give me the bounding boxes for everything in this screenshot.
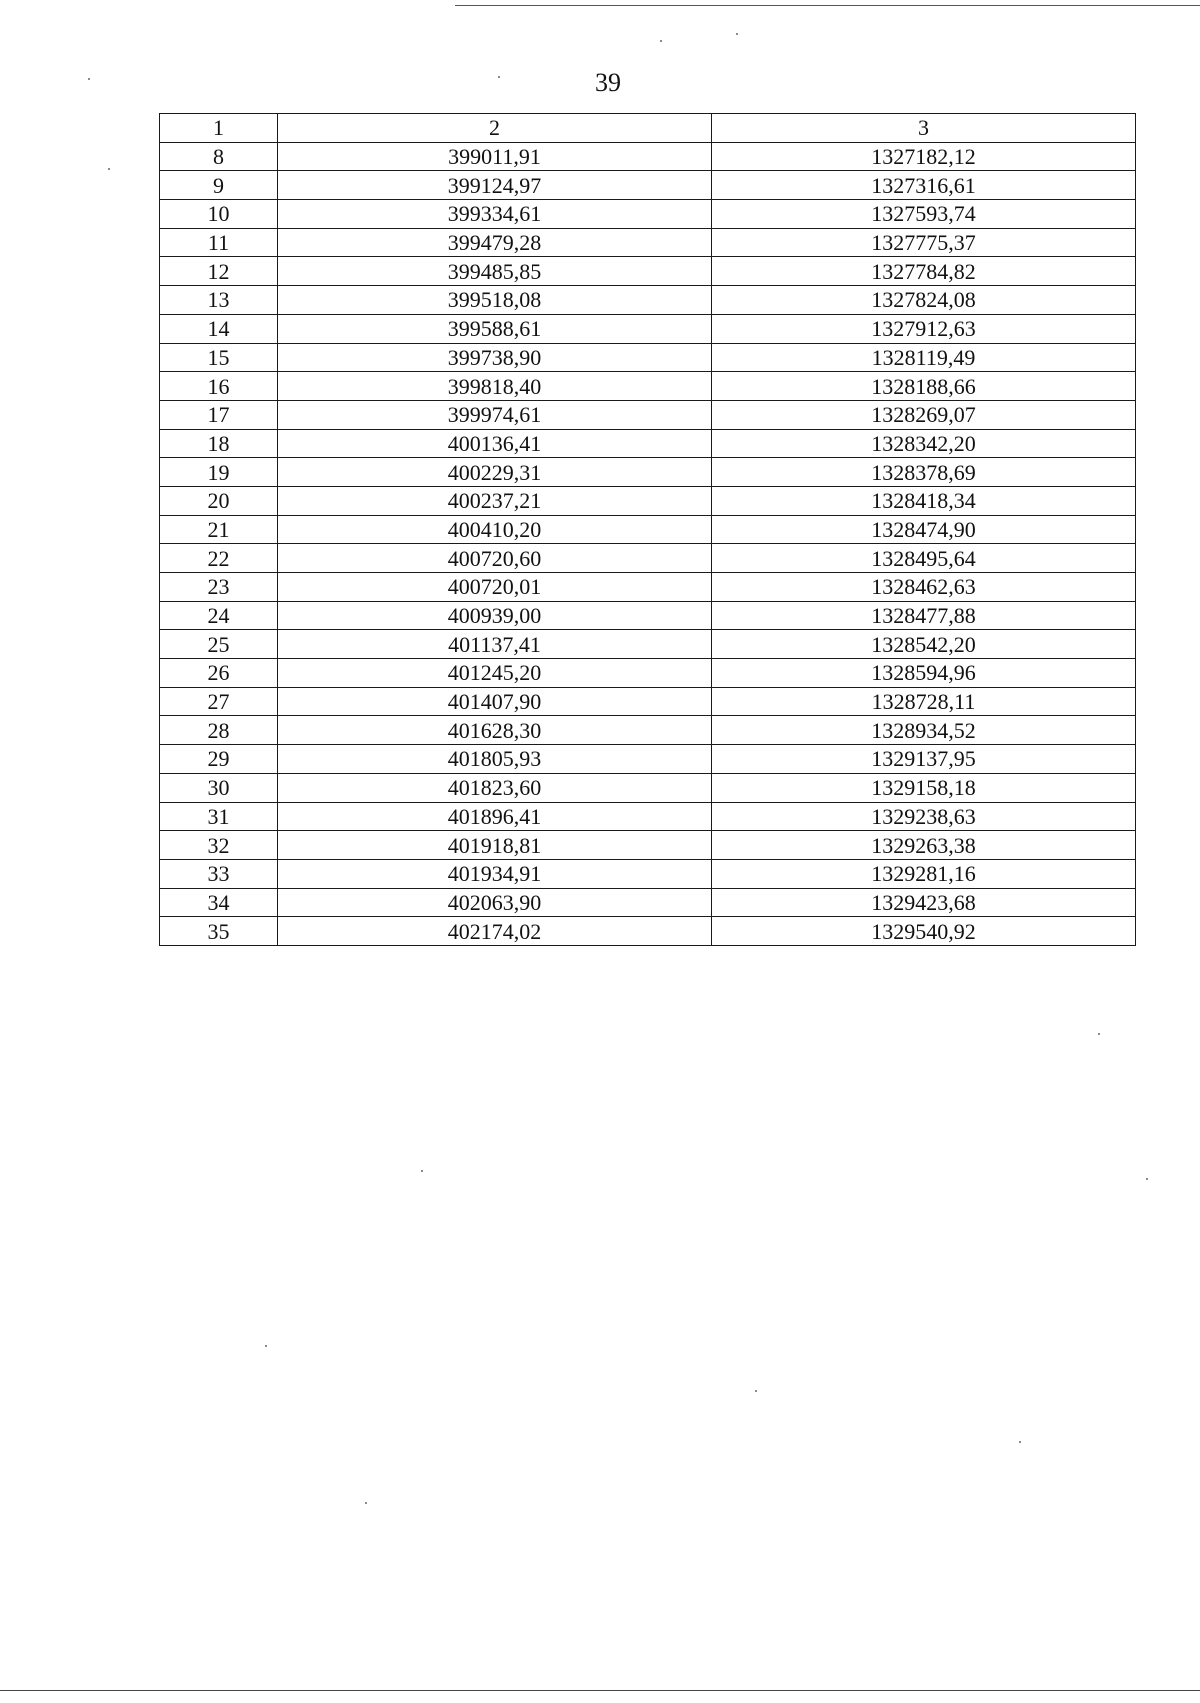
point-number-cell: 11: [160, 228, 278, 257]
x-coordinate-cell: 402174,02: [278, 917, 712, 946]
scan-speck: [1146, 1178, 1148, 1180]
scan-edge-line-bottom: [0, 1690, 1200, 1691]
point-number-cell: 35: [160, 917, 278, 946]
table-body: [160, 114, 1136, 946]
y-coordinate-cell: 1327316,61: [712, 171, 1136, 200]
table-row: [160, 630, 1136, 659]
point-number-cell: 10: [160, 200, 278, 229]
table-row: [160, 659, 1136, 688]
x-coordinate-cell: 399588,61: [278, 314, 712, 343]
table-row: [160, 400, 1136, 429]
point-number-cell: 23: [160, 573, 278, 602]
y-coordinate-cell: 1328594,96: [712, 659, 1136, 688]
y-coordinate-cell: 1327775,37: [712, 228, 1136, 257]
y-coordinate-cell: 1328474,90: [712, 515, 1136, 544]
table-row: [160, 171, 1136, 200]
table-row: [160, 142, 1136, 171]
y-coordinate-cell: 1329540,92: [712, 917, 1136, 946]
point-number-cell: 26: [160, 659, 278, 688]
x-coordinate-cell: 400136,41: [278, 429, 712, 458]
y-coordinate-cell: 1329238,63: [712, 802, 1136, 831]
point-number-cell: 32: [160, 831, 278, 860]
point-number-cell: 31: [160, 802, 278, 831]
scan-edge-line-top: [455, 5, 1200, 6]
point-number-cell: 17: [160, 400, 278, 429]
table-row: [160, 314, 1136, 343]
point-number-cell: 9: [160, 171, 278, 200]
y-coordinate-cell: 1328378,69: [712, 458, 1136, 487]
x-coordinate-cell: 400939,00: [278, 601, 712, 630]
point-number-cell: 19: [160, 458, 278, 487]
y-coordinate-cell: 1329263,38: [712, 831, 1136, 860]
point-number-cell: 30: [160, 773, 278, 802]
x-coordinate-cell: 399974,61: [278, 400, 712, 429]
y-coordinate-cell: 1328188,66: [712, 372, 1136, 401]
point-number-cell: 16: [160, 372, 278, 401]
point-number-cell: 21: [160, 515, 278, 544]
scan-speck: [755, 1390, 757, 1392]
scan-speck: [1098, 1033, 1100, 1035]
table-row: [160, 544, 1136, 573]
table-row: [160, 458, 1136, 487]
table-row: [160, 429, 1136, 458]
scan-speck: [88, 78, 90, 80]
scan-speck: [108, 168, 110, 170]
scan-speck: [265, 1345, 267, 1347]
x-coordinate-cell: 399124,97: [278, 171, 712, 200]
y-coordinate-cell: 1327912,63: [712, 314, 1136, 343]
x-coordinate-cell: 401918,81: [278, 831, 712, 860]
table-row: [160, 486, 1136, 515]
x-coordinate-cell: 401896,41: [278, 802, 712, 831]
table-row: [160, 372, 1136, 401]
table-row: [160, 343, 1136, 372]
table-row: [160, 773, 1136, 802]
y-coordinate-cell: 1329423,68: [712, 888, 1136, 917]
table-row: [160, 917, 1136, 946]
table-row: [160, 601, 1136, 630]
point-number-cell: 24: [160, 601, 278, 630]
table-row: [160, 200, 1136, 229]
point-number-cell: 27: [160, 687, 278, 716]
x-coordinate-cell: 401823,60: [278, 773, 712, 802]
table-header-row: [160, 114, 1136, 143]
y-coordinate-cell: 1329158,18: [712, 773, 1136, 802]
x-coordinate-cell: 401407,90: [278, 687, 712, 716]
scan-speck: [660, 40, 662, 42]
scan-speck: [421, 1170, 423, 1172]
x-coordinate-cell: 401805,93: [278, 745, 712, 774]
x-coordinate-cell: 399738,90: [278, 343, 712, 372]
y-coordinate-cell: 1328119,49: [712, 343, 1136, 372]
point-number-cell: 33: [160, 859, 278, 888]
x-coordinate-cell: 399011,91: [278, 142, 712, 171]
x-coordinate-cell: 400720,60: [278, 544, 712, 573]
point-number-cell: 8: [160, 142, 278, 171]
x-coordinate-cell: 400410,20: [278, 515, 712, 544]
y-coordinate-cell: 1328269,07: [712, 400, 1136, 429]
scan-speck: [736, 33, 738, 35]
coordinates-table: [159, 113, 1136, 946]
x-coordinate-cell: 399334,61: [278, 200, 712, 229]
x-coordinate-cell: 401137,41: [278, 630, 712, 659]
table-row: [160, 687, 1136, 716]
point-number-cell: 22: [160, 544, 278, 573]
scan-speck: [365, 1502, 367, 1504]
y-coordinate-cell: 1328418,34: [712, 486, 1136, 515]
table-row: [160, 859, 1136, 888]
y-coordinate-cell: 1328495,64: [712, 544, 1136, 573]
y-coordinate-cell: 1327593,74: [712, 200, 1136, 229]
y-coordinate-cell: 1327824,08: [712, 286, 1136, 315]
scan-speck: [498, 76, 500, 78]
point-number-cell: 14: [160, 314, 278, 343]
scan-speck: [1019, 1441, 1021, 1443]
x-coordinate-cell: 400229,31: [278, 458, 712, 487]
y-coordinate-cell: 1327784,82: [712, 257, 1136, 286]
y-coordinate-cell: 1328462,63: [712, 573, 1136, 602]
point-number-cell: 20: [160, 486, 278, 515]
table-row: [160, 257, 1136, 286]
y-coordinate-cell: 1329137,95: [712, 745, 1136, 774]
table-row: [160, 286, 1136, 315]
x-coordinate-cell: 399479,28: [278, 228, 712, 257]
y-coordinate-cell: 1328728,11: [712, 687, 1136, 716]
x-coordinate-cell: 399818,40: [278, 372, 712, 401]
point-number-cell: 18: [160, 429, 278, 458]
column-header-3: 3: [712, 114, 1136, 143]
y-coordinate-cell: 1329281,16: [712, 859, 1136, 888]
column-header-1: 1: [160, 114, 278, 143]
table-row: [160, 831, 1136, 860]
table-row: [160, 228, 1136, 257]
y-coordinate-cell: 1327182,12: [712, 142, 1136, 171]
table-row: [160, 573, 1136, 602]
page-number: 39: [595, 68, 621, 97]
point-number-cell: 25: [160, 630, 278, 659]
x-coordinate-cell: 402063,90: [278, 888, 712, 917]
y-coordinate-cell: 1328934,52: [712, 716, 1136, 745]
point-number-cell: 29: [160, 745, 278, 774]
point-number-cell: 15: [160, 343, 278, 372]
point-number-cell: 28: [160, 716, 278, 745]
x-coordinate-cell: 400720,01: [278, 573, 712, 602]
table-row: [160, 802, 1136, 831]
point-number-cell: 12: [160, 257, 278, 286]
x-coordinate-cell: 401245,20: [278, 659, 712, 688]
y-coordinate-cell: 1328342,20: [712, 429, 1136, 458]
point-number-cell: 34: [160, 888, 278, 917]
table-row: [160, 515, 1136, 544]
x-coordinate-cell: 399485,85: [278, 257, 712, 286]
point-number-cell: 13: [160, 286, 278, 315]
x-coordinate-cell: 400237,21: [278, 486, 712, 515]
x-coordinate-cell: 401934,91: [278, 859, 712, 888]
y-coordinate-cell: 1328542,20: [712, 630, 1136, 659]
table-row: [160, 716, 1136, 745]
y-coordinate-cell: 1328477,88: [712, 601, 1136, 630]
column-header-2: 2: [278, 114, 712, 143]
x-coordinate-cell: 401628,30: [278, 716, 712, 745]
table-row: [160, 888, 1136, 917]
table-row: [160, 745, 1136, 774]
x-coordinate-cell: 399518,08: [278, 286, 712, 315]
